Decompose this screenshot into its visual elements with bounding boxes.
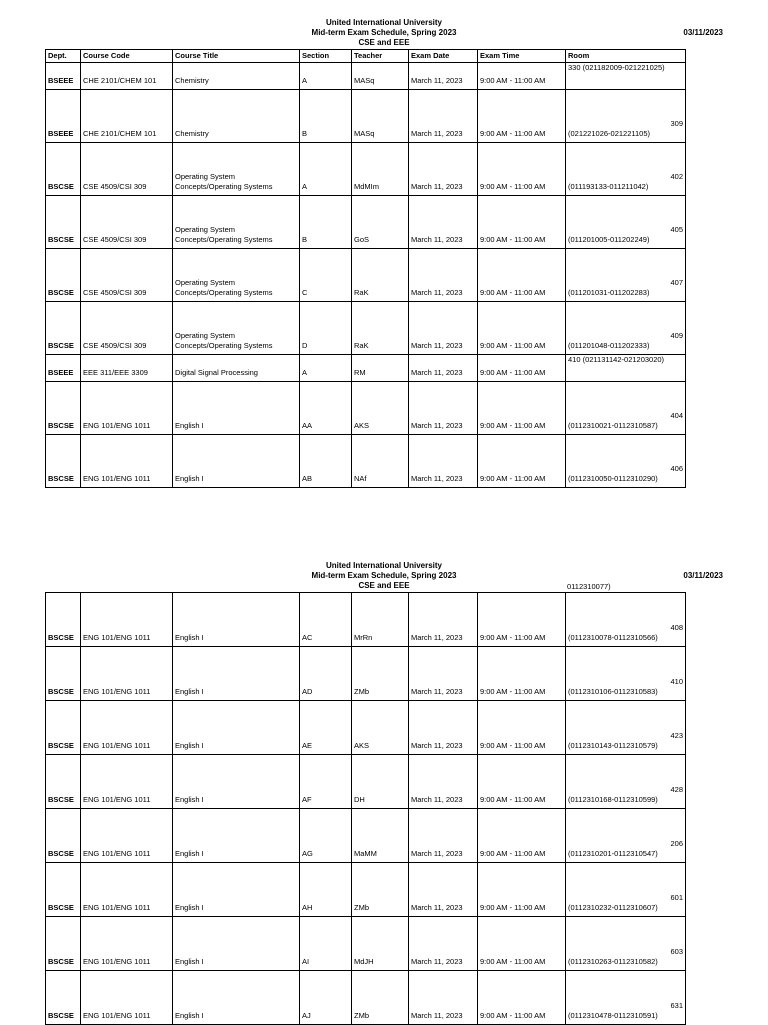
course-code-cell: ENG 101/ENG 1011 <box>81 755 173 809</box>
exam-date-cell: March 11, 2023 <box>409 593 478 647</box>
course-title-cell: Operating System Concepts/Operating Systems <box>173 196 300 249</box>
course-code-cell: CSE 4509/CSI 309 <box>81 249 173 302</box>
course-code-cell: ENG 101/ENG 1011 <box>81 647 173 701</box>
room-number: 409 <box>670 331 683 340</box>
course-title-cell: English I <box>173 647 300 701</box>
student-id-range: (011193133-011211042) <box>568 182 649 191</box>
exam-time-cell: 9:00 AM - 11:00 AM <box>478 917 566 971</box>
col-header-exam-time: Exam Time <box>478 50 566 63</box>
room-cell <box>566 249 686 302</box>
teacher-cell: MASq <box>352 63 409 90</box>
exam-date-cell: March 11, 2023 <box>409 647 478 701</box>
dept-cell: BSCSE <box>46 971 81 1025</box>
section-cell: AB <box>300 435 352 488</box>
table-row <box>46 143 686 196</box>
dept-cell: BSCSE <box>46 701 81 755</box>
room-cell <box>566 196 686 249</box>
dept-cell: BSEEE <box>46 63 81 90</box>
course-code-cell: ENG 101/ENG 1011 <box>81 435 173 488</box>
dept-cell: BSCSE <box>46 809 81 863</box>
room-number: 408 <box>670 623 683 632</box>
table-row <box>46 647 686 701</box>
teacher-cell: ZMb <box>352 863 409 917</box>
course-title-cell: Digital Signal Processing <box>173 355 300 382</box>
exam-date-cell: March 11, 2023 <box>409 90 478 143</box>
exam-time-cell: 9:00 AM - 11:00 AM <box>478 701 566 755</box>
exam-time-cell: 9:00 AM - 11:00 AM <box>478 63 566 90</box>
room-number: 402 <box>670 172 683 181</box>
room-cell <box>566 755 686 809</box>
room-cell <box>566 917 686 971</box>
student-id-range: (021221026-021221105) <box>568 129 651 138</box>
room-number: 428 <box>670 785 683 794</box>
table-row <box>46 701 686 755</box>
exam-time-cell: 9:00 AM - 11:00 AM <box>478 355 566 382</box>
overflow-room-fragment: 0112310077) <box>567 582 611 591</box>
teacher-cell: ZMb <box>352 971 409 1025</box>
program-name-2: CSE and EEE <box>358 581 410 590</box>
student-id-range: (0112310021-0112310587) <box>568 421 658 430</box>
teacher-cell: RaK <box>352 249 409 302</box>
col-header-teacher: Teacher <box>352 50 409 63</box>
dept-cell: BSCSE <box>46 302 81 355</box>
exam-date-cell: March 11, 2023 <box>409 249 478 302</box>
dept-cell: BSCSE <box>46 249 81 302</box>
dept-cell: BSCSE <box>46 593 81 647</box>
room-number: 405 <box>670 225 683 234</box>
room-number: 603 <box>670 947 683 956</box>
table-header-row <box>46 50 686 63</box>
exam-date-cell: March 11, 2023 <box>409 971 478 1025</box>
dept-cell: BSCSE <box>46 435 81 488</box>
course-title-cell: Operating System Concepts/Operating Systems <box>173 143 300 196</box>
exam-time-cell: 9:00 AM - 11:00 AM <box>478 647 566 701</box>
room-number: 309 <box>670 119 683 128</box>
teacher-cell: RM <box>352 355 409 382</box>
table-row <box>46 755 686 809</box>
teacher-cell: MdMIm <box>352 143 409 196</box>
student-id-range: (0112310201-0112310547) <box>568 849 658 858</box>
exam-date-cell: March 11, 2023 <box>409 302 478 355</box>
teacher-cell: ZMb <box>352 647 409 701</box>
exam-time-cell: 9:00 AM - 11:00 AM <box>478 593 566 647</box>
exam-date-cell: March 11, 2023 <box>409 863 478 917</box>
schedule-title: Mid-term Exam Schedule, Spring 2023 <box>311 28 457 37</box>
exam-time-cell: 9:00 AM - 11:00 AM <box>478 196 566 249</box>
section-cell: A <box>300 355 352 382</box>
room-number: 423 <box>670 731 683 740</box>
teacher-cell: RaK <box>352 302 409 355</box>
schedule-date: 03/11/2023 <box>683 28 723 37</box>
room-cell <box>566 971 686 1025</box>
table-row <box>46 302 686 355</box>
teacher-cell: GoS <box>352 196 409 249</box>
student-id-range: (0112310143-0112310579) <box>568 741 658 750</box>
course-title-cell: English I <box>173 917 300 971</box>
col-header-dept: Dept. <box>46 50 81 63</box>
course-title-cell: Chemistry <box>173 63 300 90</box>
room-and-id-range: 330 (021182009-021221025) <box>568 63 665 72</box>
dept-cell: BSCSE <box>46 143 81 196</box>
exam-time-cell: 9:00 AM - 11:00 AM <box>478 382 566 435</box>
schedule-table-2 <box>45 592 686 1025</box>
table-row <box>46 435 686 488</box>
course-code-cell: ENG 101/ENG 1011 <box>81 809 173 863</box>
room-number: 404 <box>670 411 683 420</box>
exam-date-cell: March 11, 2023 <box>409 917 478 971</box>
section-cell: AA <box>300 382 352 435</box>
table-row <box>46 196 686 249</box>
teacher-cell: AKS <box>352 382 409 435</box>
teacher-cell: DH <box>352 755 409 809</box>
student-id-range: (011201048-011202333) <box>568 341 650 350</box>
exam-date-cell: March 11, 2023 <box>409 382 478 435</box>
exam-time-cell: 9:00 AM - 11:00 AM <box>478 302 566 355</box>
course-title-cell: English I <box>173 701 300 755</box>
exam-date-cell: March 11, 2023 <box>409 143 478 196</box>
course-title-cell: English I <box>173 382 300 435</box>
room-cell <box>566 302 686 355</box>
exam-time-cell: 9:00 AM - 11:00 AM <box>478 863 566 917</box>
student-id-range: (011201005-011202249) <box>568 235 650 244</box>
exam-time-cell: 9:00 AM - 11:00 AM <box>478 90 566 143</box>
course-code-cell: CSE 4509/CSI 309 <box>81 143 173 196</box>
exam-time-cell: 9:00 AM - 11:00 AM <box>478 143 566 196</box>
section-cell: A <box>300 143 352 196</box>
col-header-section: Section <box>300 50 352 63</box>
table-row <box>46 971 686 1025</box>
teacher-cell: MaMM <box>352 809 409 863</box>
exam-time-cell: 9:00 AM - 11:00 AM <box>478 809 566 863</box>
exam-date-cell: March 11, 2023 <box>409 435 478 488</box>
table-row <box>46 863 686 917</box>
course-code-cell: ENG 101/ENG 1011 <box>81 593 173 647</box>
student-id-range: (0112310232-0112310607) <box>568 903 658 912</box>
section-cell: AI <box>300 917 352 971</box>
table-row <box>46 593 686 647</box>
course-title-cell: English I <box>173 593 300 647</box>
room-number: 407 <box>670 278 683 287</box>
room-cell <box>566 647 686 701</box>
section-cell: B <box>300 196 352 249</box>
course-code-cell: CSE 4509/CSI 309 <box>81 302 173 355</box>
room-cell <box>566 435 686 488</box>
room-cell <box>566 593 686 647</box>
exam-time-cell: 9:00 AM - 11:00 AM <box>478 435 566 488</box>
student-id-range: (0112310168-0112310599) <box>568 795 658 804</box>
table-row <box>46 63 686 90</box>
table-row <box>46 90 686 143</box>
room-number: 206 <box>670 839 683 848</box>
dept-cell: BSEEE <box>46 90 81 143</box>
exam-date-cell: March 11, 2023 <box>409 755 478 809</box>
section-cell: C <box>300 249 352 302</box>
exam-date-cell: March 11, 2023 <box>409 355 478 382</box>
room-number: 406 <box>670 464 683 473</box>
room-cell <box>566 809 686 863</box>
room-cell <box>566 863 686 917</box>
schedule-title-2: Mid-term Exam Schedule, Spring 2023 <box>311 571 457 580</box>
dept-cell: BSCSE <box>46 382 81 435</box>
schedule-date-2: 03/11/2023 <box>683 571 723 580</box>
exam-date-cell: March 11, 2023 <box>409 196 478 249</box>
course-title-cell: English I <box>173 809 300 863</box>
room-cell <box>566 90 686 143</box>
course-code-cell: CHE 2101/CHEM 101 <box>81 90 173 143</box>
section-cell: AH <box>300 863 352 917</box>
dept-cell: BSCSE <box>46 196 81 249</box>
course-code-cell: ENG 101/ENG 1011 <box>81 382 173 435</box>
room-cell <box>566 355 686 382</box>
section-cell: AF <box>300 755 352 809</box>
room-cell <box>566 143 686 196</box>
course-title-cell: English I <box>173 755 300 809</box>
table-body-1 <box>46 63 686 488</box>
student-id-range: (0112310050-0112310290) <box>568 474 658 483</box>
section-cell: AE <box>300 701 352 755</box>
exam-time-cell: 9:00 AM - 11:00 AM <box>478 971 566 1025</box>
course-code-cell: EEE 311/EEE 3309 <box>81 355 173 382</box>
table-row <box>46 809 686 863</box>
exam-date-cell: March 11, 2023 <box>409 63 478 90</box>
room-number: 631 <box>670 1001 683 1010</box>
room-cell <box>566 63 686 90</box>
dept-cell: BSCSE <box>46 755 81 809</box>
student-id-range: (0112310078-0112310566) <box>568 633 658 642</box>
section-cell: AC <box>300 593 352 647</box>
table-row <box>46 917 686 971</box>
col-header-room: Room <box>566 50 686 63</box>
course-code-cell: ENG 101/ENG 1011 <box>81 863 173 917</box>
teacher-cell: AKS <box>352 701 409 755</box>
teacher-cell: MASq <box>352 90 409 143</box>
course-title-cell: Chemistry <box>173 90 300 143</box>
table-body-2 <box>46 593 686 1025</box>
teacher-cell: MrRn <box>352 593 409 647</box>
room-number: 410 <box>670 677 683 686</box>
course-code-cell: ENG 101/ENG 1011 <box>81 971 173 1025</box>
student-id-range: (0112310263-0112310582) <box>568 957 658 966</box>
course-title-cell: English I <box>173 863 300 917</box>
program-name: CSE and EEE <box>358 38 410 47</box>
col-header-exam-date: Exam Date <box>409 50 478 63</box>
dept-cell: BSCSE <box>46 647 81 701</box>
course-title-cell: English I <box>173 435 300 488</box>
exam-time-cell: 9:00 AM - 11:00 AM <box>478 249 566 302</box>
course-code-cell: ENG 101/ENG 1011 <box>81 701 173 755</box>
dept-cell: BSCSE <box>46 863 81 917</box>
section-cell: AD <box>300 647 352 701</box>
room-number: 601 <box>670 893 683 902</box>
course-title-cell: Operating System Concepts/Operating Systems <box>173 302 300 355</box>
section-cell: D <box>300 302 352 355</box>
section-cell: AJ <box>300 971 352 1025</box>
room-and-id-range: 410 (021131142-021203020) <box>568 355 665 364</box>
university-name: United International University <box>325 18 443 27</box>
col-header-course-code: Course Code <box>81 50 173 63</box>
exam-date-cell: March 11, 2023 <box>409 809 478 863</box>
student-id-range: (011201031-011202283) <box>568 288 650 297</box>
student-id-range: (0112310478-0112310591) <box>568 1011 658 1020</box>
table-row <box>46 355 686 382</box>
student-id-range: (0112310106-0112310583) <box>568 687 658 696</box>
col-header-course-title: Course Title <box>173 50 300 63</box>
dept-cell: BSEEE <box>46 355 81 382</box>
room-cell <box>566 382 686 435</box>
teacher-cell: NAf <box>352 435 409 488</box>
section-cell: AG <box>300 809 352 863</box>
exam-time-cell: 9:00 AM - 11:00 AM <box>478 755 566 809</box>
table-row <box>46 382 686 435</box>
course-code-cell: CHE 2101/CHEM 101 <box>81 63 173 90</box>
university-name-2: United International University <box>325 561 443 570</box>
course-title-cell: Operating System Concepts/Operating Systems <box>173 249 300 302</box>
section-cell: B <box>300 90 352 143</box>
schedule-table-1 <box>45 49 686 488</box>
room-cell <box>566 701 686 755</box>
exam-date-cell: March 11, 2023 <box>409 701 478 755</box>
course-code-cell: CSE 4509/CSI 309 <box>81 196 173 249</box>
dept-cell: BSCSE <box>46 917 81 971</box>
teacher-cell: MdJH <box>352 917 409 971</box>
course-code-cell: ENG 101/ENG 1011 <box>81 917 173 971</box>
course-title-cell: English I <box>173 971 300 1025</box>
section-cell: A <box>300 63 352 90</box>
table-row <box>46 249 686 302</box>
